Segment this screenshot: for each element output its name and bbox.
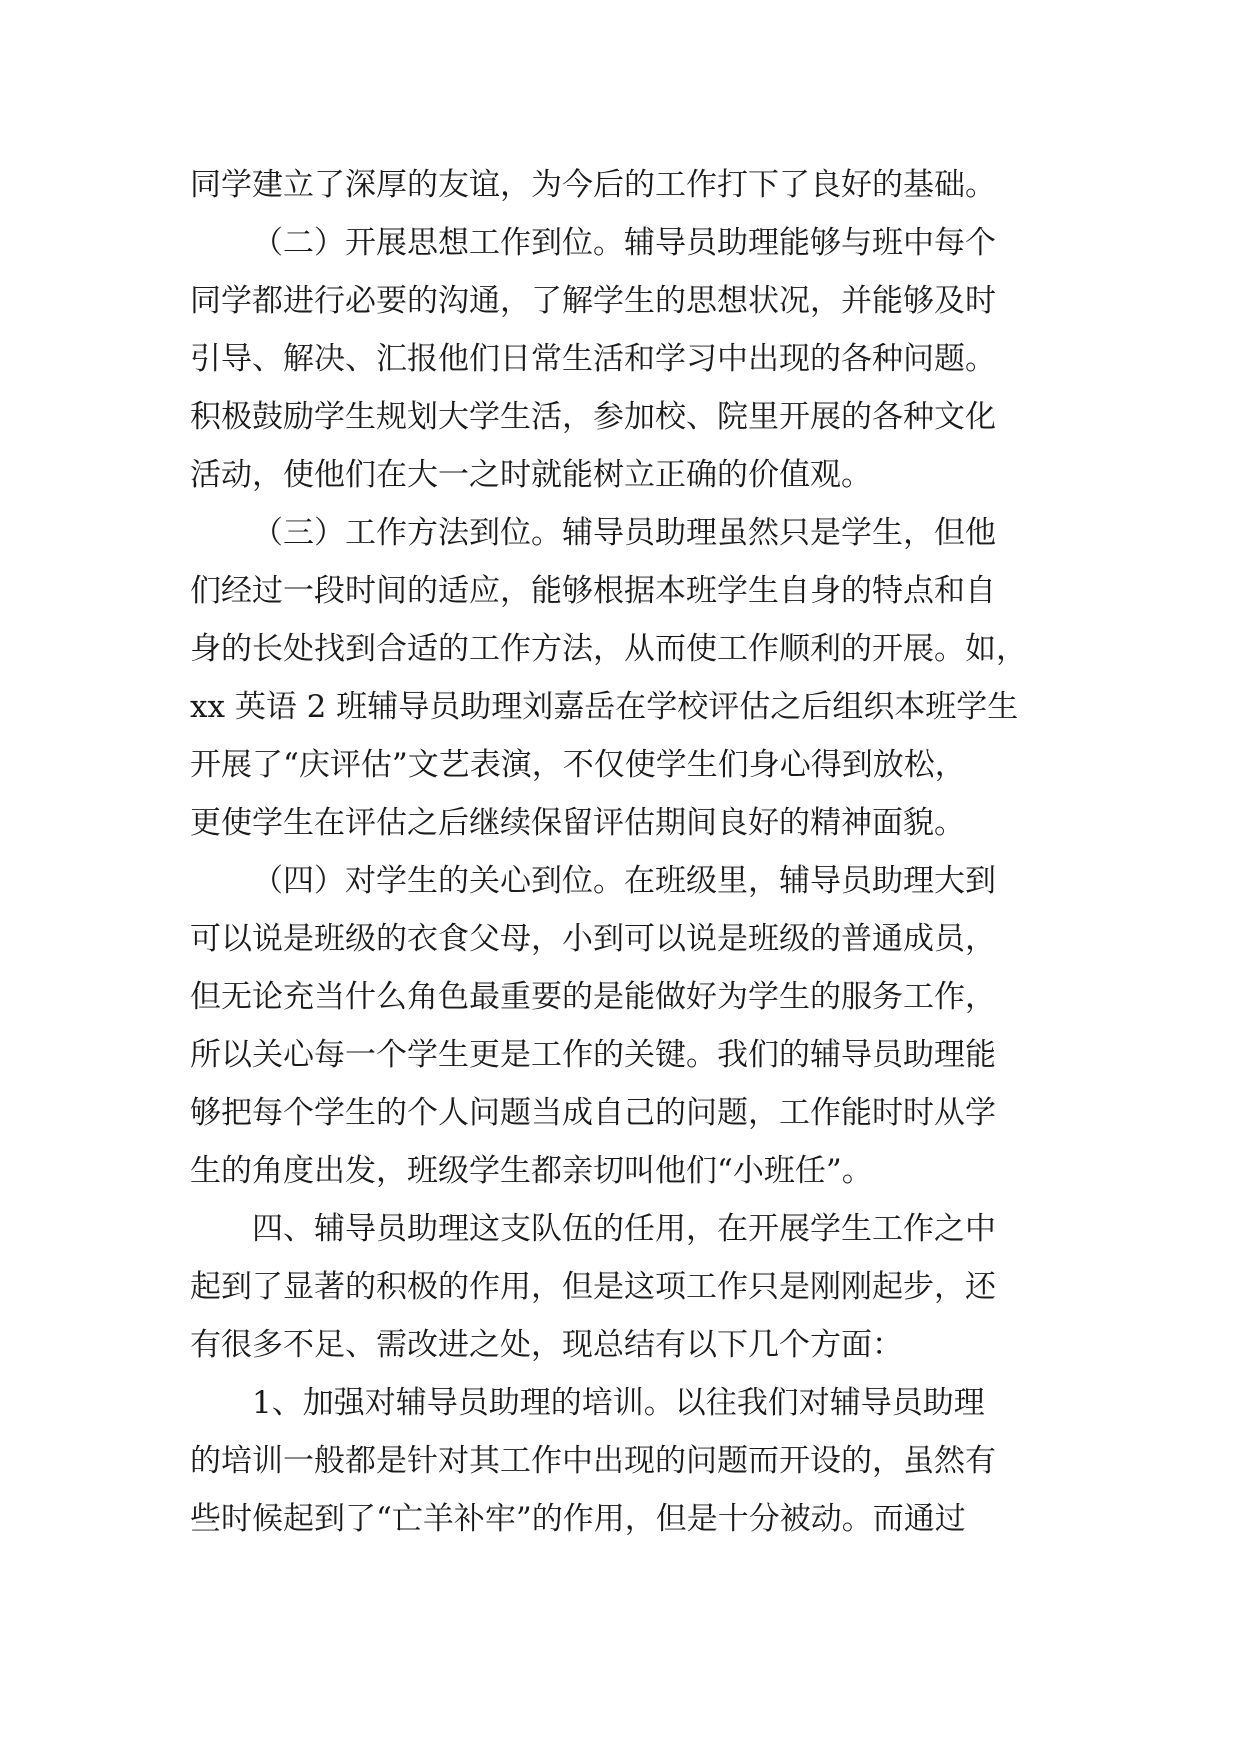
text-line: 些时候起到了“亡羊补牢”的作用，但是十分被动。而通过 (190, 1501, 966, 1537)
body-text (190, 156, 1052, 1548)
text-line: 1、加强对辅导员助理的培训。以往我们对辅导员助理 (252, 1385, 985, 1421)
text-line: （三）工作方法到位。辅导员助理虽然只是学生，但他 (252, 515, 996, 551)
text-line: 所以关心每一个学生更是工作的关键。我们的辅导员助理能 (190, 1037, 996, 1073)
text-line: xx 英语 2 班辅导员助理刘嘉岳在学校评估之后组织本班学生 (190, 689, 1019, 725)
text-line: 生的角度出发，班级学生都亲切叫他们“小班任”。 (190, 1153, 873, 1189)
text-line: 活动，使他们在大一之时就能树立正确的价值观。 (190, 457, 872, 493)
text-line: 有很多不足、需改进之处，现总结有以下几个方面： (190, 1327, 903, 1363)
text-line: 更使学生在评估之后继续保留评估期间良好的精神面貌。 (190, 805, 965, 841)
text-line: 开展了“庆评估”文艺表演，不仅使学生们身心得到放松， (190, 747, 966, 783)
text-line: 引导、解决、汇报他们日常生活和学习中出现的各种问题。 (190, 341, 996, 377)
text-line: 起到了显著的积极的作用，但是这项工作只是刚刚起步，还 (190, 1269, 996, 1305)
text-line: 同学都进行必要的沟通，了解学生的思想状况，并能够及时 (190, 283, 996, 319)
text-line: 身的长处找到合适的工作方法，从而使工作顺利的开展。如， (190, 631, 1027, 667)
text-line: 们经过一段时间的适应，能够根据本班学生自身的特点和自 (190, 573, 996, 609)
text-line: 同学建立了深厚的友谊，为今后的工作打下了良好的基础。 (190, 167, 996, 203)
text-line: 够把每个学生的个人问题当成自己的问题，工作能时时从学 (190, 1095, 996, 1131)
text-line: 积极鼓励学生规划大学生活，参加校、院里开展的各种文化 (190, 399, 996, 435)
text-line: 的培训一般都是针对其工作中出现的问题而开设的，虽然有 (190, 1443, 996, 1479)
text-line: 四、辅导员助理这支队伍的任用，在开展学生工作之中 (252, 1211, 996, 1247)
text-line: 但无论充当什么角色最重要的是能做好为学生的服务工作， (190, 979, 996, 1015)
text-line: （二）开展思想工作到位。辅导员助理能够与班中每个 (252, 225, 996, 261)
text-line: （四）对学生的关心到位。在班级里，辅导员助理大到 (252, 863, 996, 899)
text-line: 可以说是班级的衣食父母，小到可以说是班级的普通成员， (190, 921, 996, 957)
